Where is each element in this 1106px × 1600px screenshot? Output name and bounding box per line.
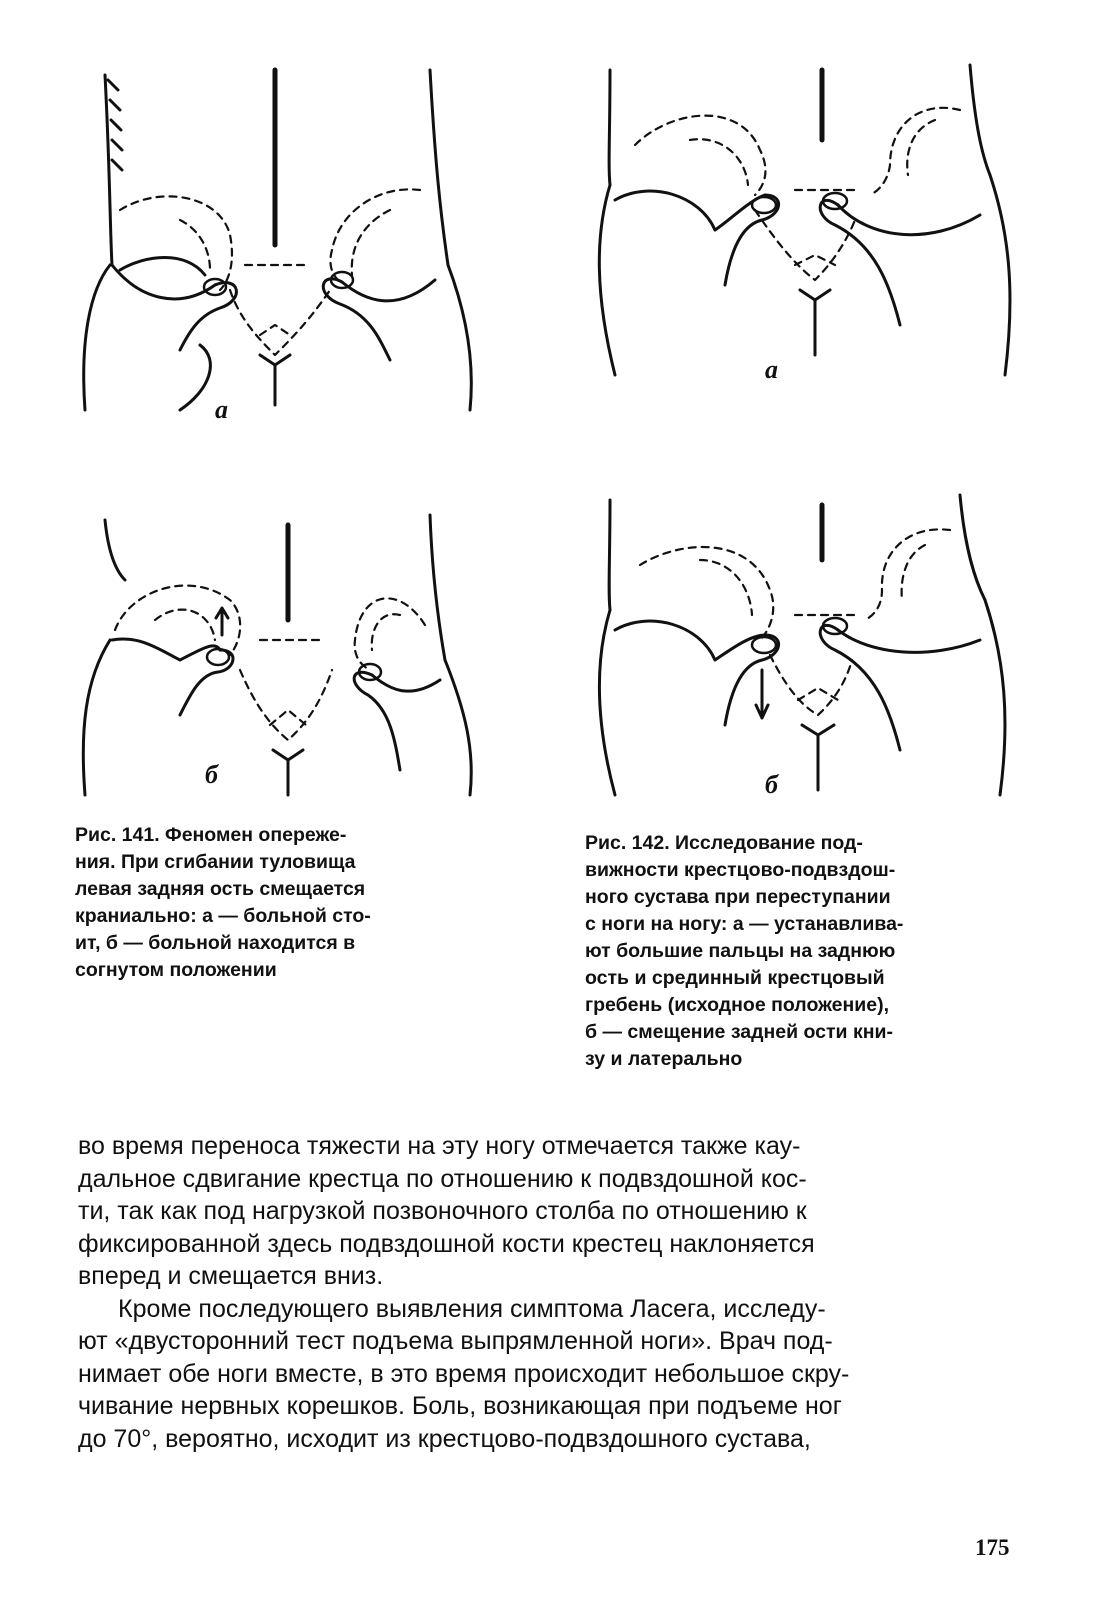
caption-142-line: с ноги на ногу: а — устанавлива- xyxy=(585,913,904,935)
body-line: нимает обе ноги вместе, в это время происходит небольшое скру- xyxy=(78,1359,850,1388)
figure-142b-label: б xyxy=(765,770,778,799)
caption-141-line: ит, б — больной находится в xyxy=(75,932,356,954)
caption-fig-141 xyxy=(75,822,485,984)
body-line: до 70°, вероятно, исходит из крестцово-подвздошного сустава, xyxy=(78,1424,811,1453)
caption-142-line: ного сустава при переступании xyxy=(585,886,891,908)
figure-141a-label: а xyxy=(215,395,228,424)
caption-142-line: ость и срединный крестцовый xyxy=(585,967,885,989)
figure-142a-label: а xyxy=(765,355,778,384)
caption-142-line: вижности крестцово-подвздош- xyxy=(585,859,896,881)
figure-142b xyxy=(590,490,1030,810)
page-number: 175 xyxy=(975,1535,1010,1560)
caption-142-line: б — смещение задней ости кни- xyxy=(585,1021,893,1043)
caption-141-line: ния. При сгибании туловища xyxy=(75,851,356,873)
caption-141-line: согнутом положении xyxy=(75,959,277,981)
body-line: во время переноса тяжести на эту ногу отмечается также кау- xyxy=(78,1132,801,1160)
figure-141a-drawing xyxy=(70,60,490,440)
caption-141-line: краниально: а — больной сто- xyxy=(75,905,371,927)
body-line: дальное сдвигание крестца по отношению к подвздошной кос- xyxy=(78,1164,807,1193)
figure-142b-drawing xyxy=(590,490,1030,810)
caption-142-line: зу и латерально xyxy=(585,1048,743,1070)
figure-141b xyxy=(70,510,490,810)
body-line: ют «двусторонний тест подъема выпрямленной ноги». Врач под- xyxy=(78,1327,833,1355)
figure-141b-drawing xyxy=(70,510,490,810)
caption-fig-142 xyxy=(585,830,1015,1073)
caption-142-line: ют большие пальцы на заднюю xyxy=(585,940,896,962)
figure-141b-label: б xyxy=(205,760,218,789)
figure-141a xyxy=(70,60,490,440)
body-line: Кроме последующего выявления симптома Ласега, исследу- xyxy=(118,1294,826,1323)
body-line: фиксированной здесь подвздошной кости крестец наклоняется xyxy=(78,1229,815,1258)
caption-142-line: гребень (исходное положение), xyxy=(585,994,890,1016)
caption-142-line: Рис. 142. Исследование под- xyxy=(585,832,863,854)
body-line: вперед и смещается вниз. xyxy=(78,1262,384,1290)
body-text xyxy=(78,1130,1028,1455)
caption-141-line: Рис. 141. Феномен опереже- xyxy=(75,824,347,846)
figure-142a xyxy=(590,55,1030,395)
caption-141-line: левая задняя ость смещается xyxy=(75,878,366,900)
body-line: ти, так как под нагрузкой позвоночного столба по отношению к xyxy=(78,1197,807,1225)
body-line: чивание нервных корешков. Боль, возникающая при подъеме ног xyxy=(78,1392,842,1420)
figure-142a-drawing xyxy=(590,55,1030,395)
